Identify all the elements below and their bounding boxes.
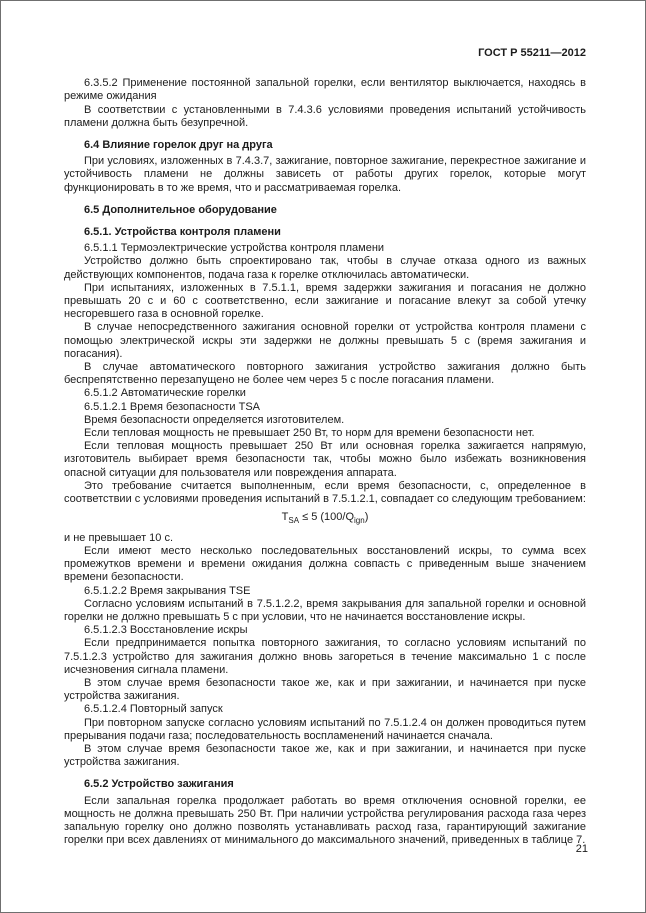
paragraph: Если предпринимается попытка повторного зажигания, то согласно условиям испытаний по 7.5.1.2.3 устройство для зажигания должно вновь загореться в течение максимально 1 с после исчезновения сигнала пламени. [64,637,586,676]
paragraph: В соответствии с установленными в 7.4.3.6 условиями проведения испытаний устойчивость пламени должна быть безупречной. [64,103,586,129]
formula-subscript: ign [354,516,365,526]
paragraph: Устройство должно быть спроектировано так, чтобы в случае отказа одного из важных действующих компонентов, подача газа к горелке отключилась автоматически. [64,255,586,281]
paragraph: 6.5.1.2.3 Восстановление искры [84,624,248,637]
paragraph: Согласно условиям испытаний в 7.5.1.2.2, время закрывания для запальной горелки и основной горелки не должно превышать 5 с при условии, что не начинается восстановление искры. [64,597,586,623]
formula-text: ) [364,511,369,524]
paragraph: Это требование считается выполненным, если время безопасности, с, определенное в соответствии с условиями проведения испытаний в 7.5.1.2.1, совпадает со следующим требованием: [64,479,586,506]
formula-subscript: SA [288,516,300,526]
paragraph: В этом случае время безопасности такое же, как и при зажигании, и начинается при пуске устройства зажигания. [64,676,586,703]
paragraph: 6.3.5.2 Применение постоянной запальной горелки, если вентилятор выключается, находясь в режиме ожидания [64,77,586,103]
paragraph: 6.5.1.2.2 Время закрывания TSE [84,584,251,597]
paragraph: Время безопасности определяется изготовителем. [84,413,345,426]
paragraph: При повторном запуске согласно условиям испытаний по 7.5.1.2.4 он должен проводиться путем прерывания подачи газа; последовательность воспламенений начинается сначала. [64,716,586,742]
paragraph: Если имеют место несколько последовательных восстановлений искры, то сумма всех промежутков времени и времени ожидания должна совпасть с приведенным выше значением времени безопасности. [64,544,586,584]
section-heading: 6.5.2 Устройство зажигания [84,778,234,791]
formula-text: ≤ 5 (100/Q [299,511,354,524]
section-heading: 6.4 Влияние горелок друг на друга [84,139,273,152]
document-header: ГОСТ Р 55211—2012 [478,47,586,59]
paragraph: и не превышает 10 с. [64,531,174,544]
formula-text: T [281,511,289,524]
document-blocks [64,77,586,847]
formula [64,506,586,531]
paragraph: Если тепловая мощность превышает 250 Вт или основная горелка зажигается напрямую, изготовитель выбирает время безопасности так, чтобы можно было избежать возникновения опасной ситуации для пользователя или повреждения аппарата. [64,440,586,479]
paragraph: В этом случае время безопасности такое же, как и при зажигании, и начинается при пуске устройства зажигания. [64,742,586,769]
paragraph: Если запальная горелка продолжает работать во время отключения основной горелки, ее мощность не должна превышать 250 Вт. При наличии устройства регулирования расхода газа через запальную горелку оно должно позволять устанавливать расход газа, гарантирующий зажигание горелки при всех давлениях от минимального до максимального значений, приведенных в таблице 7. [64,794,586,847]
paragraph: 6.5.1.2 Автоматические горелки [84,387,246,400]
paragraph: При испытаниях, изложенных в 7.5.1.1, время задержки зажигания и погасания не должно превышать 20 с и 60 с соответственно, если зажигание и погасание влекут за собой утечку несгоревшего газа в основной горелке. [64,281,586,321]
paragraph: При условиях, изложенных в 7.4.3.7, зажигание, повторное зажигание, перекрестное зажигание и устойчивость пламени не должны зависеть от работы других горелок, которые могут функционировать в то же время, что и рассматриваемая горелка. [64,155,586,194]
paragraph: 6.5.1.1 Термоэлектрические устройства контроля пламени [84,242,385,255]
paragraph: 6.5.1.2.1 Время безопасности TSA [84,400,261,413]
paragraph: 6.5.1.2.4 Повторный запуск [84,703,223,716]
paragraph: В случае непосредственного зажигания основной горелки от устройства контроля пламени с помощью электрической искры эти задержки не должны превышать 5 с (время зажигания и погасания). [64,321,586,360]
section-heading: 6.5 Дополнительное оборудование [84,203,277,216]
paragraph: В случае автоматического повторного зажигания устройство зажигания должно быть беспрепятственно перезапущено не более чем через 5 с после погасания пламени. [64,361,586,387]
paragraph: Если тепловая мощность не превышает 250 Вт, то норм для времени безопасности нет. [84,427,535,440]
page-number: 21 [575,842,588,855]
section-heading: 6.5.1. Устройства контроля пламени [84,226,281,239]
